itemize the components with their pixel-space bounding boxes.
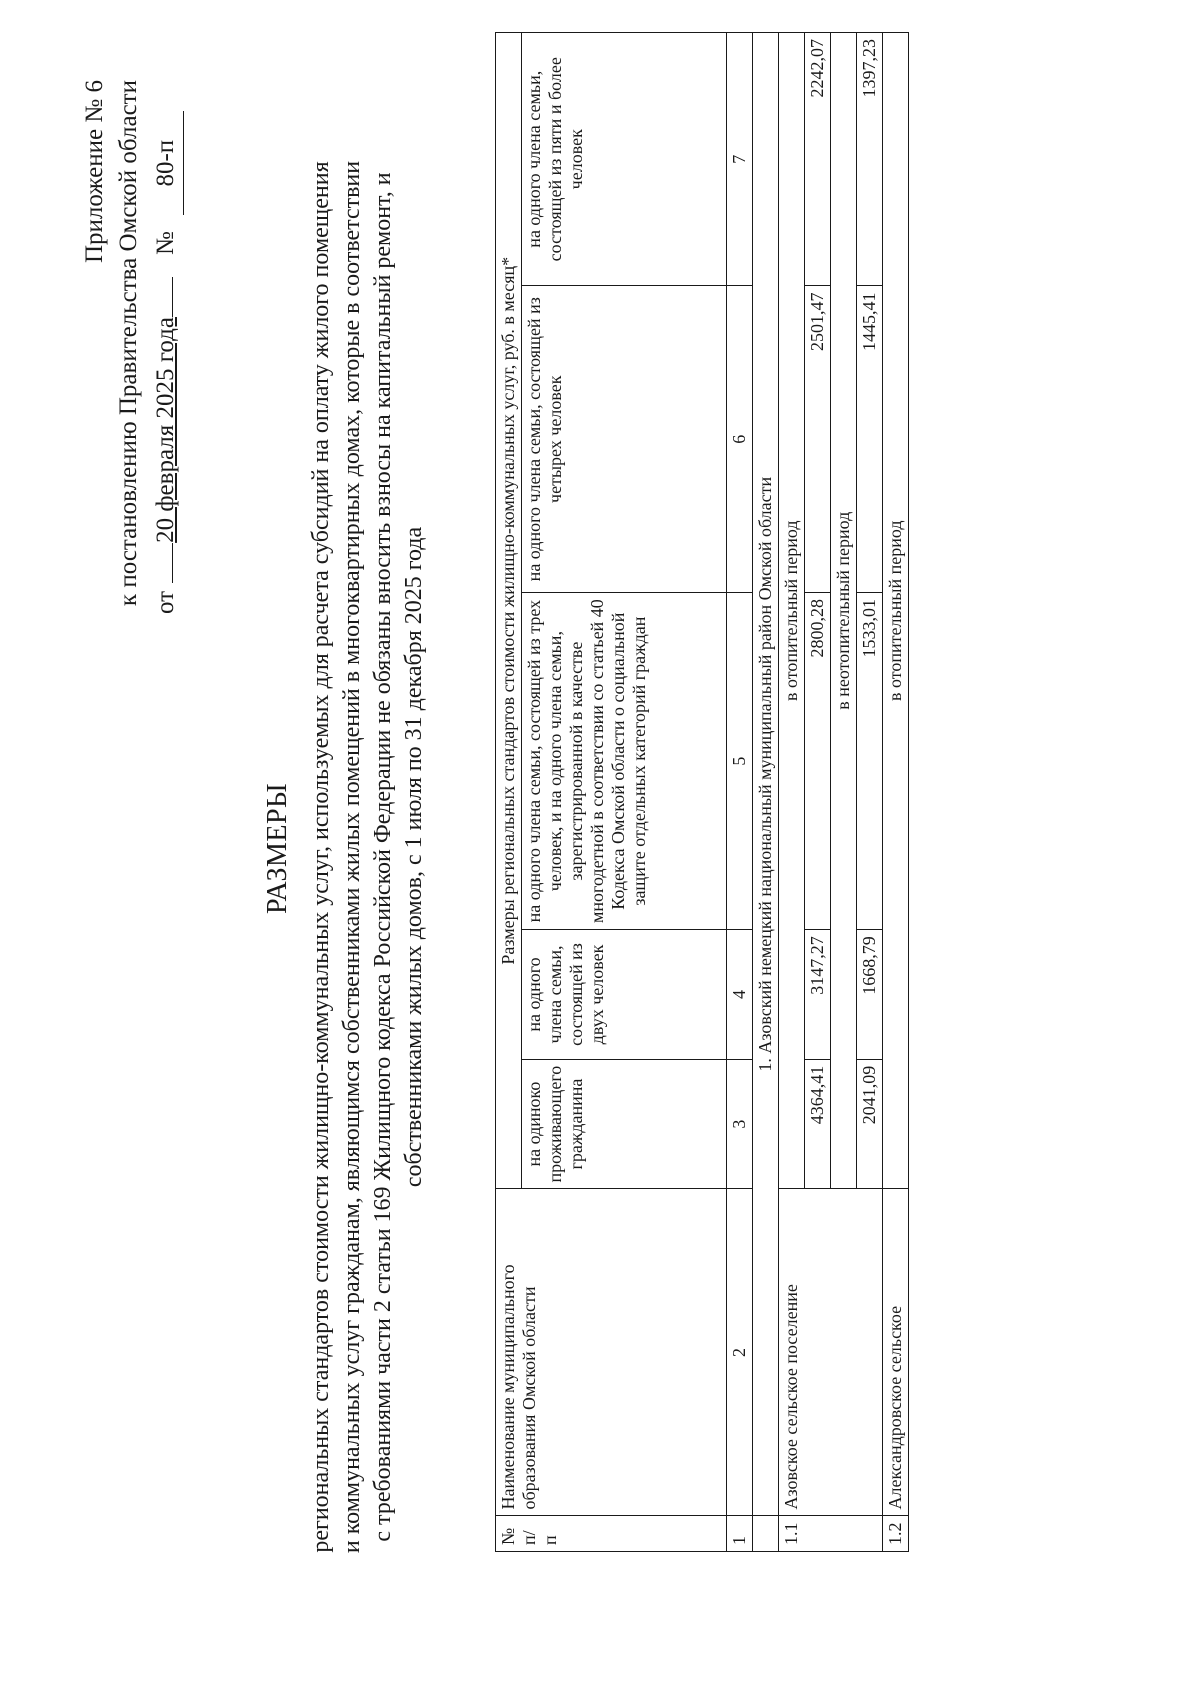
header-col-no: № п/п [496,1516,727,1552]
appendix-date-line [146,80,184,620]
value-cell: 1397,23 [857,33,883,286]
document-title: РАЗМЕРЫ [262,782,293,915]
header-col-name: Наименование муниципального образования Омской области [496,1189,727,1516]
value-cell: 1533,01 [857,593,883,930]
appendix-reference: к постановлению Правительства Омской области [115,80,142,607]
header-group: Размеры региональных стандартов стоимости жилищно-коммунальных услуг, руб. в месяц* [496,33,522,1189]
date-blank-2 [146,277,173,317]
table-row [883,33,909,1552]
value-cell: 1445,41 [857,286,883,593]
colnum-1: 1 [727,1516,753,1552]
header-c7: на одного члена семьи, состоящей из пяти и более человек [522,33,727,286]
row-name: Азовское сельское поселение [779,1189,883,1516]
standards-table [495,32,909,1552]
row-name: Александровское сельское [883,1189,909,1516]
colnum-6: 6 [727,286,753,593]
date-blank [146,543,173,583]
date-prefix: от [152,590,179,614]
number-label: № [152,231,179,256]
appendix-block [78,80,184,620]
value-cell: 1668,79 [857,930,883,1059]
appendix-date: 20 февраля 2025 года [152,317,179,543]
colnum-4: 4 [727,930,753,1059]
value-cell: 2501,47 [805,286,831,593]
colnum-2: 2 [727,1189,753,1516]
colnum-7: 7 [727,33,753,286]
value-cell: 2041,09 [857,1059,883,1189]
row-number: 1.1 [779,1516,883,1552]
period-heating: в отопительный период [883,33,909,1189]
section-title: 1. Азовский немецкий национальный муниципальный район Омской области [753,33,779,1517]
value-cell: 4364,41 [805,1059,831,1189]
section-spacer [753,1516,779,1552]
table-row [779,33,805,1552]
colnum-5: 5 [727,593,753,930]
header-c6: на одного члена семьи, состоящей из четырех человек [522,286,727,593]
row-number: 1.2 [883,1516,909,1552]
section-row [753,33,779,1552]
appendix-title: Приложение № 6 [81,80,108,264]
period-nonheating: в неотопительный период [831,33,857,1189]
column-numbers-row [727,33,753,1552]
header-c4: на одного члена семьи, состоящей из двух человек [522,930,727,1059]
appendix-number: 80-п [149,111,184,215]
header-c3: на одиноко проживающего гражданина [522,1059,727,1189]
value-cell: 3147,27 [805,930,831,1059]
period-heating: в отопительный период [779,33,805,1189]
value-cell: 2800,28 [805,593,831,930]
value-cell: 2242,07 [805,33,831,286]
colnum-3: 3 [727,1059,753,1189]
header-row [496,33,522,1552]
document-subtitle: региональных стандартов стоимости жилищно-коммунальных услуг, используемых для расчета субсидий на оплату жилого помещения и коммунальных услуг гражданам, являющимся собственниками жилых помещений в многоквартирных домах, которые в соответствии с требованиями части 2 статьи 169 Жилищного кодекса Российской Федерации не обязаны вносить взносы на капитальный ремонт, и собственниками жилых домов, с 1 июля по 31 декабря 2025 года [308,160,427,1554]
header-c5: на одного члена семьи, состоящей из трех человек, и на одного члена семьи, зарегистрированной в качестве многодетной в соответствии со статьей 40 Кодекса Омской области о социальной защите отдельных категорий граждан [522,593,727,930]
